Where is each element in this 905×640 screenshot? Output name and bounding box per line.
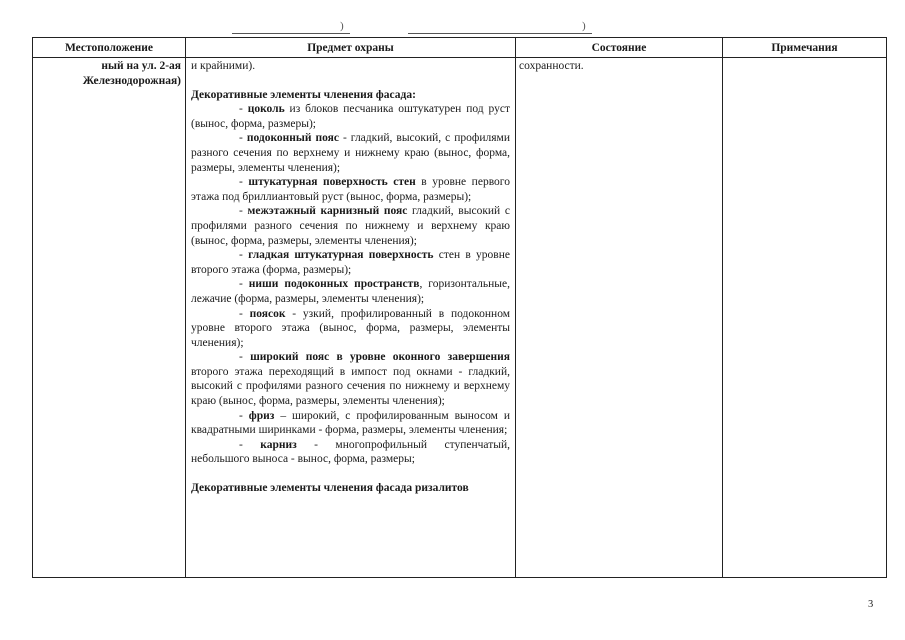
list-item-description: стен в уровне второго этажа (форма, размеры); bbox=[191, 249, 510, 276]
list-item-term: карниз bbox=[260, 438, 297, 451]
subject-heading-risalits: Декоративные элементы членения фасада ризалитов bbox=[191, 482, 469, 495]
page-number: 3 bbox=[868, 599, 874, 610]
list-item-dash: - bbox=[239, 176, 249, 189]
subject-heading-facade: Декоративные элементы членения фасада: bbox=[191, 88, 416, 101]
list-item bbox=[191, 307, 510, 351]
list-item-description: второго этажа переходящий в импост под окнами - гладкий, высокий с профилями разного сечения по нижнему и верхнему краю (вынос, форма, размеры, элементы членения); bbox=[191, 365, 510, 408]
list-item-dash: - bbox=[239, 278, 249, 291]
list-item-term: ниши подоконных пространств bbox=[248, 278, 420, 291]
list-item-term: гладкая штукатурная поверхность bbox=[248, 249, 434, 262]
list-item-description: , горизонтальные, лежачие (форма, размеры, элементы членения); bbox=[191, 278, 510, 305]
list-item-description: из блоков песчаника оштукатурен под руст (вынос, форма, размеры); bbox=[191, 103, 510, 130]
table-header-row bbox=[33, 38, 887, 58]
list-item-description: в уровне первого этажа под бриллиантовый руст (вынос, форма, размеры); bbox=[191, 176, 510, 203]
list-item-dash: - bbox=[239, 438, 261, 451]
header-notes: Примечания bbox=[723, 38, 887, 58]
list-item-description: - гладкий, высокий, с профилями разного сечения по верхнему и нижнему краю (вынос, форма, размеры, элементы членения); bbox=[191, 132, 510, 174]
list-item-term: фриз bbox=[248, 409, 275, 422]
list-item bbox=[191, 175, 510, 204]
list-item-term: широкий пояс в уровне оконного завершения bbox=[250, 351, 510, 364]
top-mark-right: ) bbox=[582, 20, 586, 32]
list-item bbox=[191, 131, 510, 175]
heritage-table bbox=[32, 37, 887, 578]
list-item-dash: - bbox=[239, 205, 248, 218]
state-text: сохранности. bbox=[519, 60, 584, 72]
cell-subject bbox=[186, 58, 516, 578]
cell-state bbox=[516, 58, 723, 578]
list-item-term: подоконный пояс bbox=[246, 132, 339, 145]
cell-location bbox=[33, 58, 186, 578]
list-item-description: - многопрофильный ступенчатый, небольшого выноса - вынос, форма, размеры; bbox=[191, 438, 510, 466]
top-mark-line-left bbox=[232, 33, 350, 34]
list-item bbox=[191, 102, 510, 131]
table-row bbox=[33, 58, 887, 578]
list-item-description: гладкий, высокий с профилями разного сечения по нижнему и верхнему краю (вынос, форма, размеры, элементы членения); bbox=[191, 205, 510, 247]
list-item bbox=[191, 204, 510, 248]
list-item bbox=[191, 277, 510, 306]
list-item-term: поясок bbox=[249, 307, 286, 320]
list-item-dash: - bbox=[239, 307, 250, 320]
list-item-dash: - bbox=[239, 103, 248, 116]
list-item-dash: - bbox=[239, 351, 251, 364]
list-item-dash: - bbox=[239, 132, 247, 145]
header-subject: Предмет охраны bbox=[186, 38, 516, 58]
list-item-dash: - bbox=[239, 249, 249, 262]
top-mark-left: ) bbox=[340, 20, 344, 32]
top-mark-line-right bbox=[408, 33, 592, 34]
header-location: Местоположение bbox=[33, 38, 186, 58]
list-item-dash: - bbox=[239, 409, 249, 422]
list-item bbox=[191, 248, 510, 277]
list-item-term: цоколь bbox=[247, 103, 285, 116]
list-item-term: штукатурная поверхность стен bbox=[248, 176, 416, 189]
list-item-description: – широкий, с профилированным выносом и квадратными ширинками - форма, размеры, элементы членения; bbox=[191, 409, 510, 437]
location-text: ный на ул. 2-ая Железнодорожная) bbox=[82, 60, 181, 87]
list-item bbox=[191, 409, 510, 438]
list-item bbox=[191, 438, 510, 467]
subject-content bbox=[186, 58, 515, 577]
cell-notes bbox=[723, 58, 887, 578]
list-item-description: - узкий, профилированный в подоконном уровне второго этажа (вынос, форма, размеры, элементы членения); bbox=[191, 307, 510, 349]
subject-intro: и крайними). bbox=[191, 60, 256, 72]
header-state: Состояние bbox=[516, 38, 723, 58]
list-item-term: межэтажный карнизный пояс bbox=[247, 205, 408, 218]
list-item bbox=[191, 350, 510, 408]
